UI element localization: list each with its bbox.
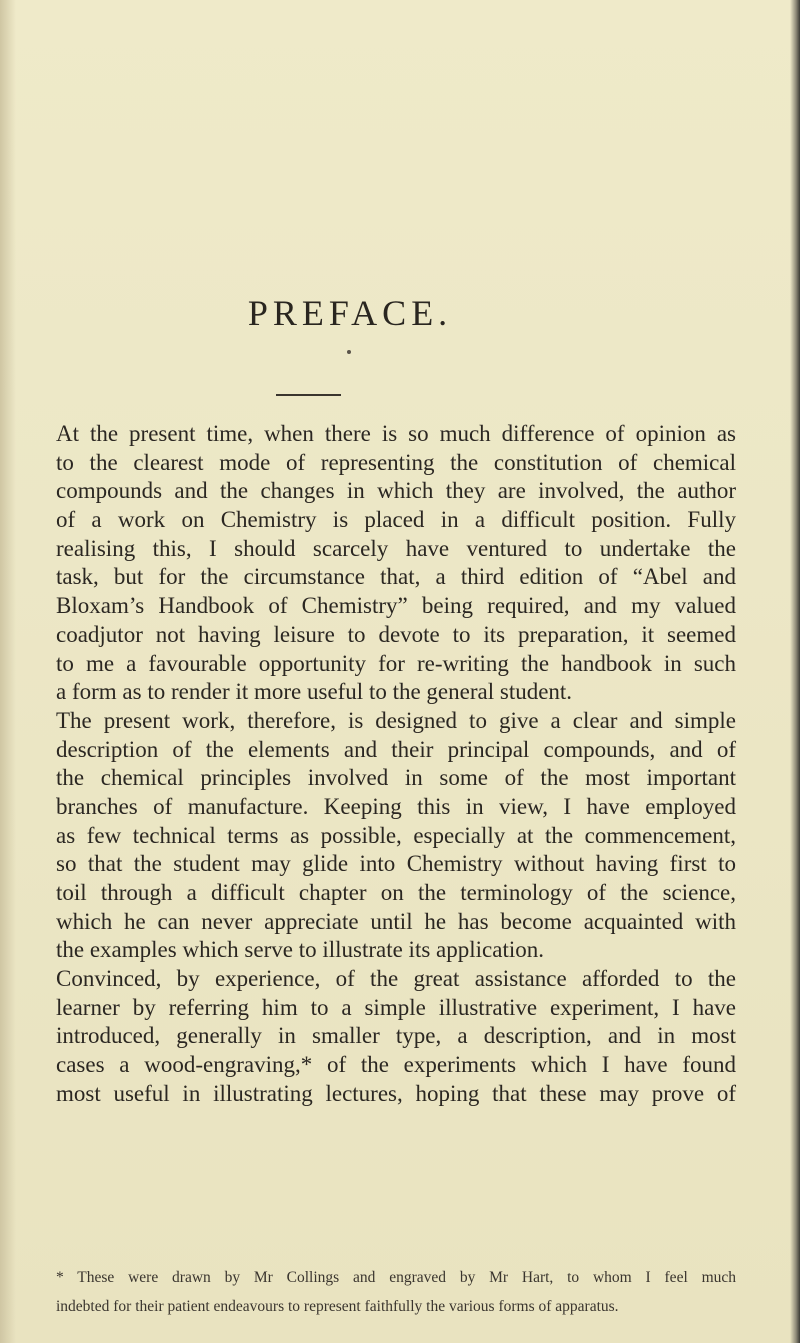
footnote-line: * These were drawn by Mr Collings and engraved by Mr Hart, to whom I feel much bbox=[56, 1269, 736, 1286]
text-line: the examples which serve to illustrate its application. bbox=[56, 937, 544, 963]
text-line: compounds and the changes in which they are involved, the author bbox=[56, 478, 736, 504]
text-line: Convinced, by experience, of the great assistance afforded to the bbox=[56, 966, 736, 992]
text-line: description of the elements and their principal compounds, and of bbox=[56, 736, 736, 762]
text-line: introduced, generally in smaller type, a description, and in most bbox=[56, 1023, 736, 1049]
footnote-line: indebted for their patient endeavours to represent faithfully the various forms of apparatus. bbox=[56, 1297, 619, 1315]
text-line: which he can never appreciate until he has become acquainted with bbox=[56, 908, 736, 934]
text-line: to the clearest mode of representing the constitution of chemical bbox=[56, 449, 736, 475]
text-line: The present work, therefore, is designed to give a clear and simple bbox=[56, 707, 736, 733]
text-line: realising this, I should scarcely have ventured to undertake the bbox=[56, 535, 736, 561]
text-line: branches of manufacture. Keeping this in view, I have employed bbox=[56, 793, 736, 819]
text-line: a form as to render it more useful to the general student. bbox=[56, 679, 573, 705]
text-line: cases a wood-engraving,* of the experiments which I have found bbox=[56, 1052, 736, 1078]
text-line: of a work on Chemistry is placed in a difficult position. Fully bbox=[56, 507, 736, 533]
text-line: the chemical principles involved in some of the most important bbox=[56, 765, 736, 791]
text-line: so that the student may glide into Chemistry without having first to bbox=[56, 851, 736, 877]
paragraph-2 bbox=[56, 707, 736, 965]
text-line: toil through a difficult chapter on the terminology of the science, bbox=[56, 880, 736, 905]
text-line: Bloxam’s Handbook of Chemistry” being required, and my valued bbox=[56, 593, 736, 619]
text-line: learner by referring him to a simple illustrative experiment, I have bbox=[56, 994, 736, 1020]
preface-body bbox=[56, 420, 736, 1109]
page-title: PREFACE. bbox=[247, 293, 453, 333]
title-rule bbox=[276, 394, 341, 396]
text-line: At the present time, when there is so much difference of opinion as bbox=[56, 421, 736, 446]
footnote bbox=[56, 1267, 736, 1324]
page-edge bbox=[790, 0, 800, 1343]
paragraph-3 bbox=[56, 965, 736, 1108]
text-line: coadjutor not having leisure to devote to its preparation, it seemed bbox=[56, 621, 736, 647]
page-gutter-shadow bbox=[0, 0, 16, 1343]
text-line: most useful in illustrating lectures, hoping that these may prove of bbox=[56, 1080, 736, 1106]
text-line: to me a favourable opportunity for re-writing the handbook in such bbox=[56, 650, 736, 676]
ornament-dot bbox=[347, 350, 351, 354]
paragraph-1 bbox=[56, 420, 736, 707]
text-line: as few technical terms as possible, especially at the commencement, bbox=[56, 822, 736, 848]
text-line: task, but for the circumstance that, a third edition of “Abel and bbox=[56, 564, 736, 590]
